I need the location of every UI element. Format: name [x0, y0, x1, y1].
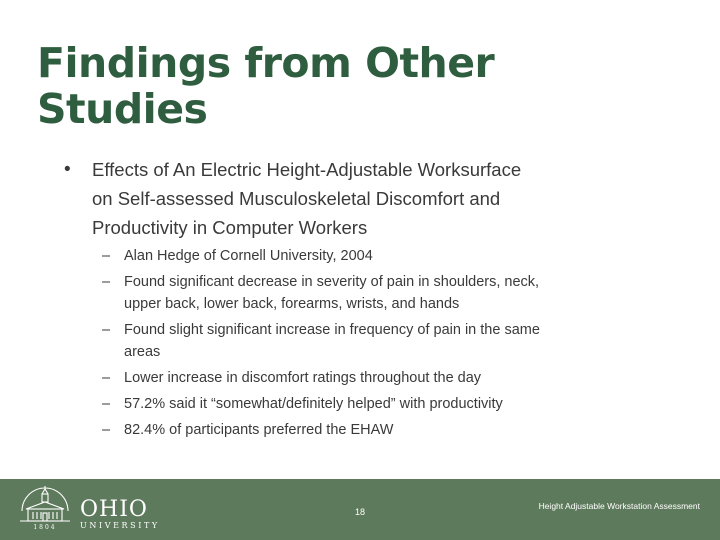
page-number: 18: [354, 507, 365, 517]
sub-bullet-item: [102, 367, 622, 389]
main-bullet-line: Productivity in Computer Workers: [92, 217, 368, 238]
sub-bullet-item: [102, 271, 622, 315]
sub-bullet-text: [124, 245, 373, 267]
sub-bullet-line: Found slight significant increase in frequency of pain in the same: [124, 322, 540, 338]
sub-bullet-line: 57.2% said it “somewhat/definitely helped” with productivity: [124, 396, 503, 412]
dash-marker: –: [102, 274, 111, 290]
dash-marker: –: [102, 422, 111, 438]
main-bullet-text: [92, 155, 521, 242]
sub-bullet-line: Alan Hedge of Cornell University, 2004: [124, 248, 373, 264]
svg-text:1804: 1804: [33, 524, 57, 531]
sub-bullet-line: Found significant decrease in severity of pain in shoulders, neck,: [124, 274, 540, 290]
main-bullet-line: Effects of An Electric Height-Adjustable Worksurface: [92, 159, 522, 180]
dash-marker: –: [102, 248, 111, 264]
sub-bullet-text: [124, 393, 503, 415]
dash-marker: –: [102, 396, 111, 412]
dash-marker: –: [102, 370, 111, 386]
sub-bullet-text: [124, 271, 539, 315]
logo-subtext: UNIVERSITY: [80, 521, 160, 530]
sub-bullet-text: [124, 319, 540, 363]
deck-title: Height Adjustable Workstation Assessment: [538, 501, 700, 511]
sub-bullet-item: [102, 319, 622, 363]
dash-marker: –: [102, 322, 111, 338]
sub-bullet-line: 82.4% of participants preferred the EHAW: [124, 422, 394, 438]
sub-bullet-text: [124, 367, 481, 389]
sub-bullet-item: [102, 393, 622, 415]
ohio-university-logo: [16, 485, 166, 533]
sub-bullet-line: Lower increase in discomfort ratings throughout the day: [124, 370, 482, 386]
cutler-hall-icon: [16, 485, 74, 531]
sub-bullet-line: upper back, lower back, forearms, wrists, and hands: [124, 296, 460, 312]
sub-bullet-item: [102, 245, 622, 267]
sub-bullet-text: [124, 419, 393, 441]
title-line-1: Findings from Other: [37, 39, 495, 87]
title-line-2: Studies: [37, 85, 208, 133]
footer-bar: [0, 479, 720, 540]
main-bullet: [64, 155, 624, 242]
sub-bullet-item: [102, 419, 622, 441]
logo-wordmark: OHIO: [80, 497, 148, 522]
main-bullet-line: on Self-assessed Musculoskeletal Discomfort and: [92, 188, 501, 209]
slide-title: [37, 40, 677, 132]
sub-bullet-line: areas: [124, 344, 161, 360]
bullet-marker: •: [64, 159, 71, 180]
sub-bullet-list: [102, 245, 622, 445]
